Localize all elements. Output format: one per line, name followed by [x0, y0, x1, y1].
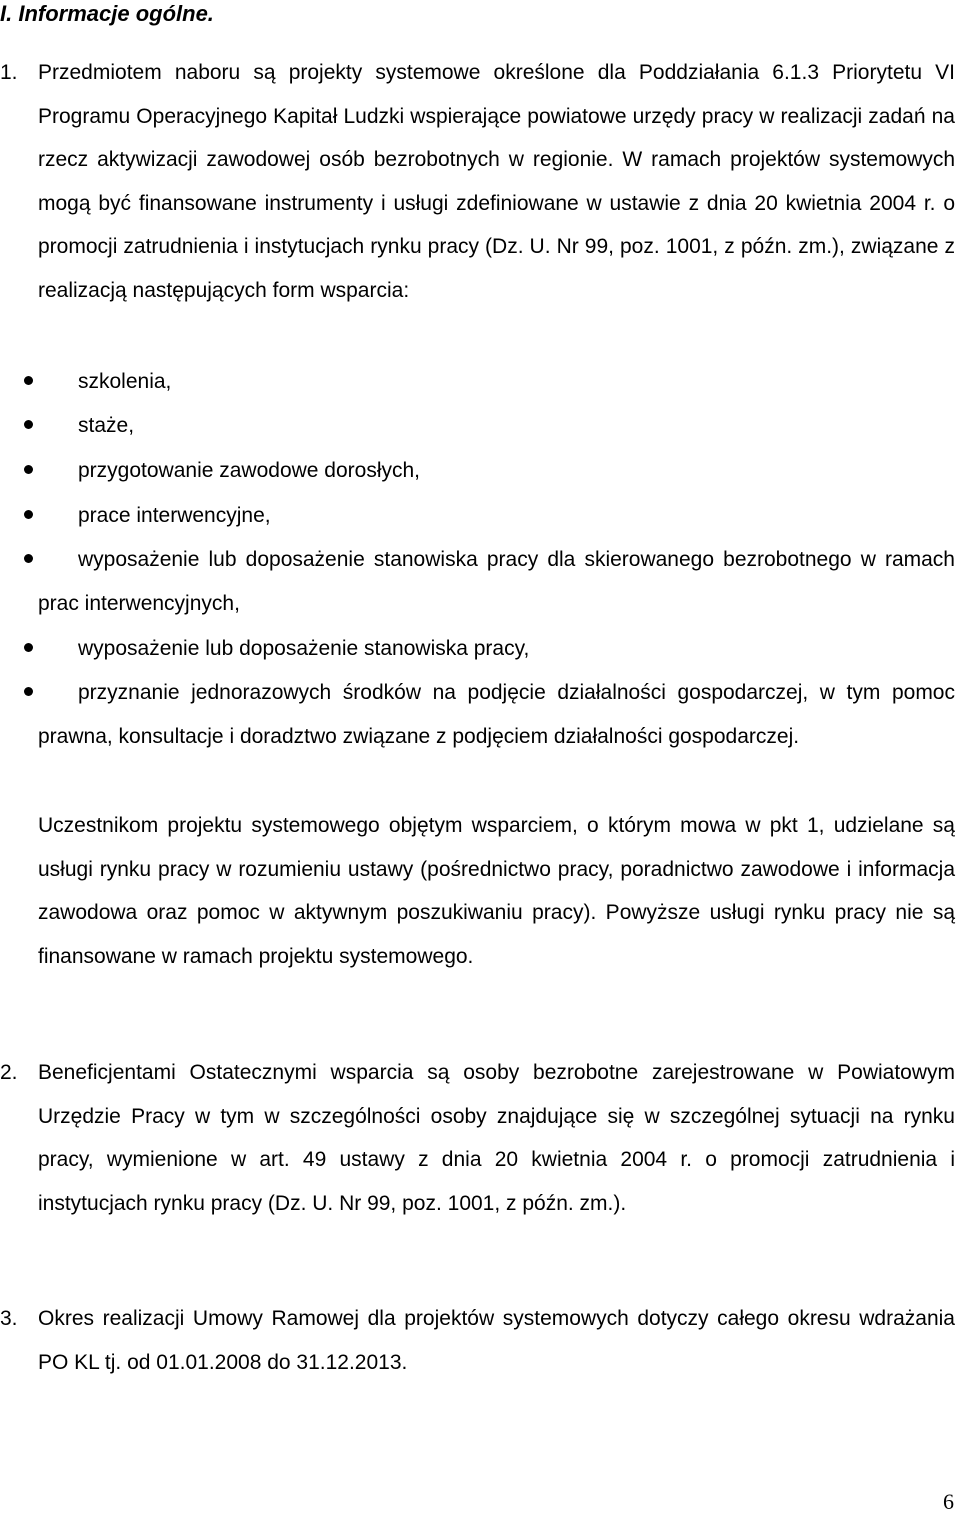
bullet-item-5-text: wyposażenie lub doposażenie stanowiska pracy dla skierowanego bezrobotnego w ramach prac interwencyjnych, — [38, 548, 955, 615]
bullet-item-4 — [0, 494, 955, 538]
item-2-text: Beneficjentami Ostatecznymi wsparcia są osoby bezrobotne zarejestrowane w Powiatowym Urzędzie Pracy w tym w szczególności osoby znajdujące się w szczególnej sytuacji na rynku pracy, wymienione w art. 49 ustawy z dnia 20 kwietnia 2004 r. o promocji zatrudnienia i instytucjach rynku pracy (Dz. U. Nr 99, poz. 1001, z późn. zm.). — [38, 1061, 955, 1215]
bullet-item-5 — [0, 538, 955, 625]
item-2 — [0, 1051, 955, 1225]
item-3-number: 3. — [0, 1307, 18, 1330]
bullet-icon — [24, 420, 33, 429]
bullet-icon — [24, 554, 33, 563]
bullet-item-1-text: szkolenia, — [78, 370, 172, 393]
section-heading: I. Informacje ogólne. — [0, 1, 214, 26]
bullet-icon — [24, 376, 33, 385]
item-2-number: 2. — [0, 1061, 18, 1084]
bullet-icon — [24, 510, 33, 519]
bullet-item-3-text: przygotowanie zawodowe dorosłych, — [78, 459, 421, 482]
bullet-icon — [24, 465, 33, 474]
item-3-text: Okres realizacji Umowy Ramowej dla projektów systemowych dotyczy całego okresu wdrażania PO KL tj. od 01.01.2008 do 31.12.2013. — [38, 1307, 955, 1374]
page-number: 6 — [943, 1489, 954, 1514]
bullet-icon — [24, 643, 33, 652]
bullet-item-2 — [0, 404, 955, 448]
bullet-item-1 — [0, 360, 955, 404]
bullet-item-7-text: przyznanie jednorazowych środków na podjęcie działalności gospodarczej, w tym pomoc prawna, konsultacje i doradztwo związane z podjęciem działalności gospodarczej. — [38, 681, 955, 748]
bullet-item-6 — [0, 627, 955, 671]
bullet-icon — [24, 687, 33, 696]
bullet-item-6-text: wyposażenie lub doposażenie stanowiska pracy, — [78, 637, 530, 660]
bullet-item-7 — [0, 671, 955, 758]
bullet-item-2-text: staże, — [78, 414, 135, 437]
item-3 — [0, 1297, 955, 1384]
item-1-outro — [0, 804, 955, 978]
item-1-outro-text: Uczestnikom projektu systemowego objętym wsparciem, o którym mowa w pkt 1, udzielane są usługi rynku pracy w rozumieniu ustawy (pośrednictwo pracy, poradnictwo zawodowe i informacja zawodowa oraz pomoc w aktywnym poszukiwaniu pracy). Powyższe usługi rynku pracy nie są finansowane w ramach projektu systemowego. — [38, 814, 955, 968]
item-1-intro-text: Przedmiotem naboru są projekty systemowe określone dla Poddziałania 6.1.3 Priorytetu VI Programu Operacyjnego Kapitał Ludzki wspierające powiatowe urzędy pracy w realizacji zadań na rzecz aktywizacji zawodowej osób bezrobotnych w regionie. W ramach projektów systemowych mogą być finansowane instrumenty i usługi zdefiniowane w ustawie z dnia 20 kwietnia 2004 r. o promocji zatrudnienia i instytucjach rynku pracy (Dz. U. Nr 99, poz. 1001, z późn. zm.), związane z realizacją następujących form wsparcia: — [38, 61, 955, 302]
bullet-item-3 — [0, 449, 955, 493]
item-1-number: 1. — [0, 61, 18, 84]
item-1-intro — [0, 51, 955, 313]
bullet-item-4-text: prace interwencyjne, — [78, 504, 271, 527]
